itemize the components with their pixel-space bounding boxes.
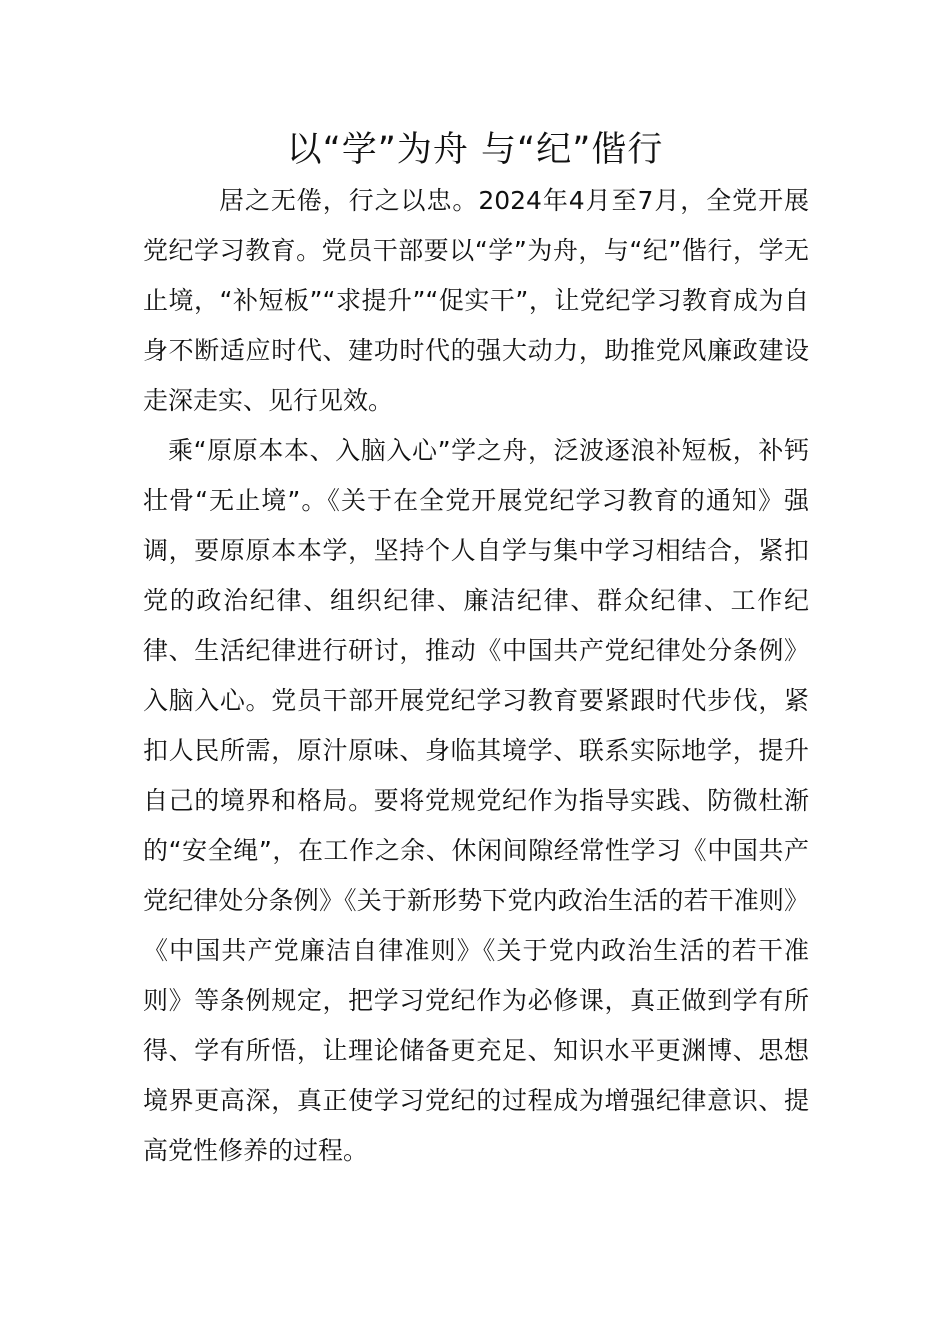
document-title: 以“学”为舟 与“纪”偕行 xyxy=(286,130,664,170)
paragraph-intro: 居之无倦，行之以忠。2024年4月至7月，全党开展党纪学习教育。党员干部要以“学”为舟，与“纪”偕行，学无止境，“补短板”“求提升”“促实干”，让党纪学习教育成为自身不断适应时代、建功时代的强大动力，助推党风廉政建设走深走实、见行见效。 xyxy=(143,186,809,415)
paragraph-study: 乘“原原本本、入脑入心”学之舟，泛波逐浪补短板，补钙壮骨“无止境”。《关于在全党开展党纪学习教育的通知》强调，要原原本本学，坚持个人自学与集中学习相结合，紧扣党的政治纪律、组织纪律、廉洁纪律、群众纪律、工作纪律、生活纪律进行研讨，推动《中国共产党纪律处分条例》入脑入心。党员干部开展党纪学习教育要紧跟时代步伐，紧扣人民所需，原汁原味、身临其境学、联系实际地学，提升自己的境界和格局。要将党规党纪作为指导实践、防微杜渐的“安全绳”，在工作之余、休闲间隙经常性学习《中国共产党纪律处分条例》《关于新形势下党内政治生活的若干准则》《中国共产党廉洁自律准则》《关于党内政治生活的若干准则》等条例规定，把学习党纪作为必修课，真正做到学有所得、学有所悟，让理论储备更充足、知识水平更渊博、思想境界更高深，真正使学习党纪的过程成为增强纪律意识、提高党性修养的过程。 xyxy=(143,436,809,1165)
